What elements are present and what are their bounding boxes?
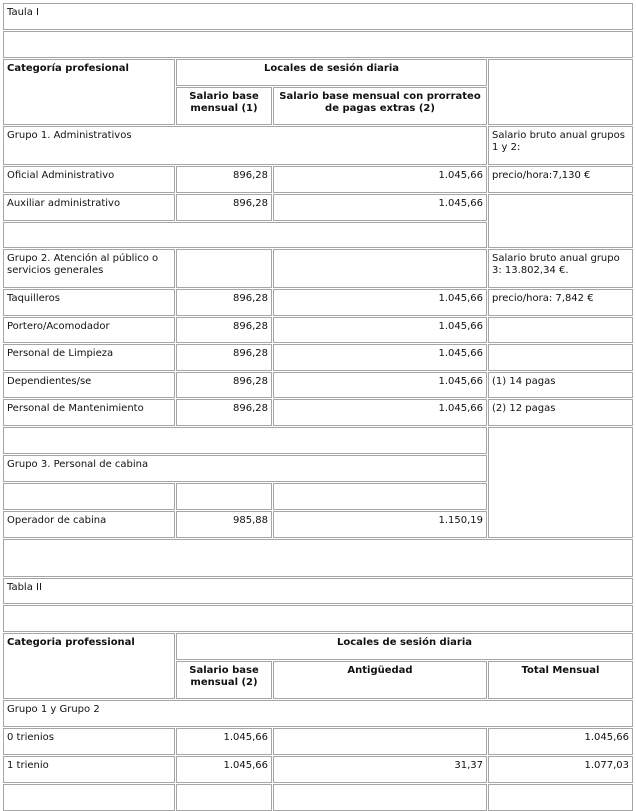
row-total: 1.045,66	[488, 728, 633, 755]
row-category: Auxiliar administrativo	[3, 194, 175, 221]
header-empty	[488, 59, 633, 125]
row-base: 896,28	[176, 372, 272, 398]
empty-cell	[273, 483, 487, 510]
blank-row	[3, 605, 633, 632]
header-category: Categoria professional	[3, 633, 175, 699]
row-prorrateo: 1.045,66	[273, 194, 487, 221]
row-base: 1.045,66	[176, 728, 272, 755]
header-prorrateo: Salario base mensual con prorrateo de pagas extras (2)	[273, 87, 487, 125]
empty-cell	[273, 784, 487, 811]
row-prorrateo: 1.150,19	[273, 511, 487, 538]
row-category: Portero/Acomodador	[3, 317, 175, 343]
row-category: Taquilleros	[3, 289, 175, 316]
empty-cell	[488, 784, 633, 811]
empty-cell	[488, 344, 633, 371]
row-base: 896,28	[176, 344, 272, 371]
row-prorrateo: 1.045,66	[273, 166, 487, 193]
row-total: 1.077,03	[488, 756, 633, 783]
blank-row	[3, 31, 633, 58]
row-base: 896,28	[176, 194, 272, 221]
header-group: Locales de sesión diaria	[176, 59, 487, 86]
empty-cell	[488, 427, 633, 538]
blank-row	[3, 427, 487, 454]
row-note: precio/hora:7,130 €	[488, 166, 633, 193]
empty-cell	[488, 194, 633, 248]
empty-cell	[3, 784, 175, 811]
row-base: 985,88	[176, 511, 272, 538]
header-base: Salario base mensual (2)	[176, 661, 272, 699]
table1-title: Taula I	[3, 3, 633, 30]
row-category: Oficial Administrativo	[3, 166, 175, 193]
row-category: Dependientes/se	[3, 372, 175, 398]
blank-row	[3, 222, 487, 248]
header-category: Categoría profesional	[3, 59, 175, 125]
row-base: 896,28	[176, 399, 272, 426]
group2-note: Salario bruto anual grupo 3: 13.802,34 €.	[488, 249, 633, 288]
row-prorrateo: 1.045,66	[273, 289, 487, 316]
row-note: precio/hora: 7,842 €	[488, 289, 633, 316]
row-category: 1 trienio	[3, 756, 175, 783]
row-category: Operador de cabina	[3, 511, 175, 538]
empty-cell	[273, 249, 487, 288]
row-prorrateo: 1.045,66	[273, 317, 487, 343]
row-prorrateo: 1.045,66	[273, 344, 487, 371]
header-group: Locales de sesión diaria	[176, 633, 633, 660]
header-total: Total Mensual	[488, 661, 633, 699]
row-antiguedad: 31,37	[273, 756, 487, 783]
row-category: Personal de Limpieza	[3, 344, 175, 371]
table2-title: Tabla II	[3, 578, 633, 604]
header-base: Salario base mensual (1)	[176, 87, 272, 125]
row-note: (2) 12 pagas	[488, 399, 633, 426]
row-base: 896,28	[176, 317, 272, 343]
empty-cell	[176, 249, 272, 288]
empty-cell	[176, 483, 272, 510]
empty-cell	[176, 784, 272, 811]
row-base: 1.045,66	[176, 756, 272, 783]
group3-label: Grupo 3. Personal de cabina	[3, 455, 487, 482]
row-note: (1) 14 pagas	[488, 372, 633, 398]
group-label: Grupo 1 y Grupo 2	[3, 700, 633, 727]
row-category: Personal de Mantenimiento	[3, 399, 175, 426]
blank-row	[3, 539, 633, 577]
row-prorrateo: 1.045,66	[273, 399, 487, 426]
row-base: 896,28	[176, 166, 272, 193]
group2-label: Grupo 2. Atención al público o servicios generales	[3, 249, 175, 288]
group1-note: Salario bruto anual grupos 1 y 2:	[488, 126, 633, 165]
group1-label: Grupo 1. Administrativos	[3, 126, 487, 165]
header-antiguedad: Antigüedad	[273, 661, 487, 699]
row-prorrateo: 1.045,66	[273, 372, 487, 398]
empty-cell	[3, 483, 175, 510]
empty-cell	[488, 317, 633, 343]
row-antiguedad	[273, 728, 487, 755]
row-base: 896,28	[176, 289, 272, 316]
row-category: 0 trienios	[3, 728, 175, 755]
